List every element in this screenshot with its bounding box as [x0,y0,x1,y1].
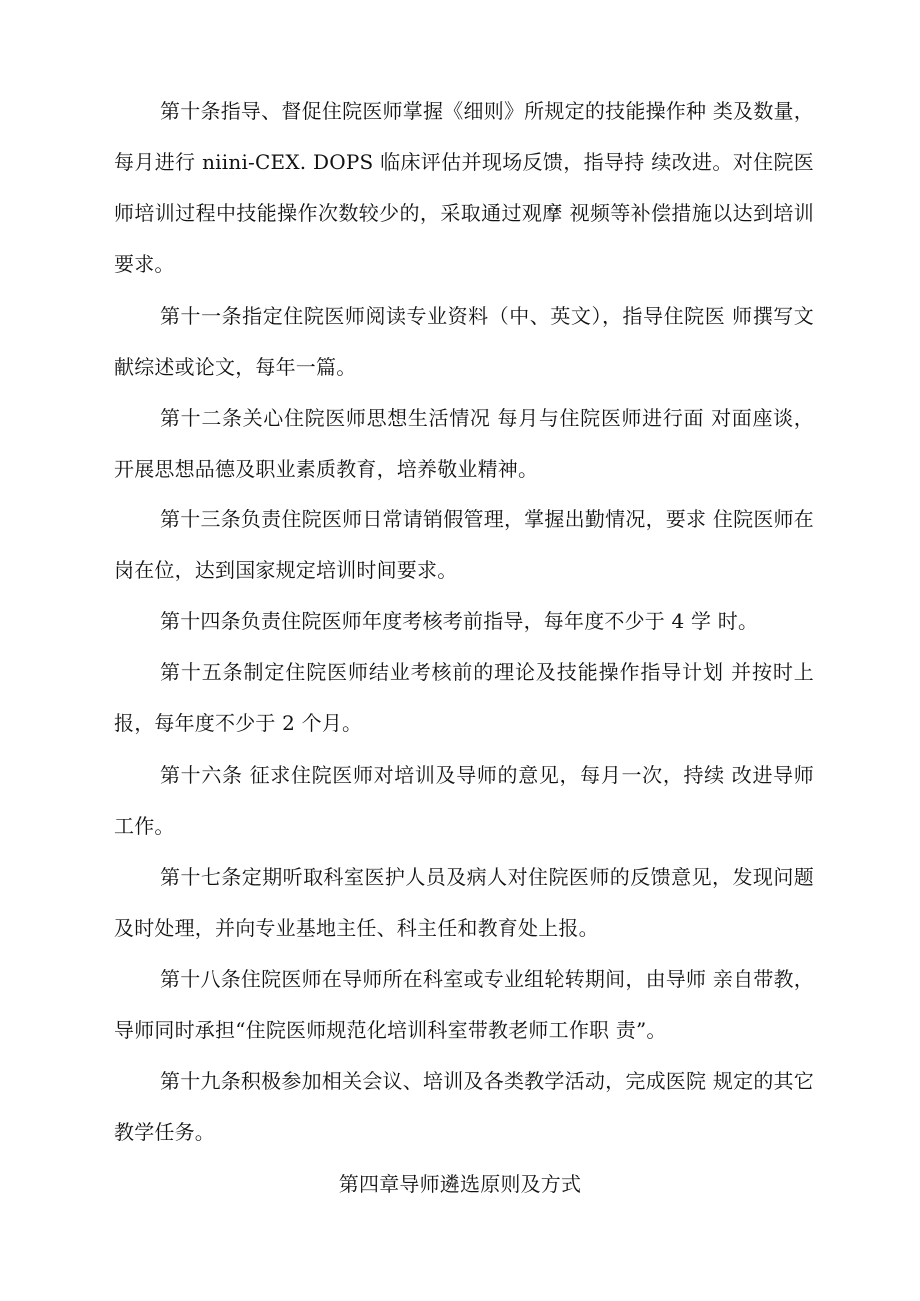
article-19-paragraph: 第十九条积极参加相关会议、培训及各类教学活动，完成医院 规定的其它教学任务。 [114,1069,814,1144]
article-10-paragraph: 第十条指导、督促住院医师掌握《细则》所规定的技能操作种 类及数量，每月进行 niini-CEX. DOPS 临床评估并现场反馈，指导持 续改进。对住院医师培训过程中技能操作次数较少的，采取通过观摩 视频等补偿措施以达到培训要求。 [114,99,814,276]
article-15-paragraph: 第十五条制定住院医师结业考核前的理论及技能操作指导计划 并按时上报，每年度不少于 2 个月。 [114,660,814,735]
article-12-paragraph: 第十二条关心住院医师思想生活情况 每月与住院医师进行面 对面座谈，开展思想品德及职业素质教育，培养敬业精神。 [114,406,814,481]
article-13-paragraph: 第十三条负责住院医师日常请销假管理，掌握出勤情况，要求 住院医师在岗在位，达到国家规定培训时间要求。 [114,507,814,582]
article-14-paragraph: 第十四条负责住院医师年度考核考前指导，每年度不少于 4 学 时。 [160,609,759,633]
article-11-paragraph: 第十一条指定住院医师阅读专业资料（中、英文），指导住院医 师撰写文献综述或论文，每年一篇。 [114,304,814,379]
article-16-paragraph: 第十六条 征求住院医师对培训及导师的意见，每月一次，持续 改进导师工作。 [114,763,814,838]
chapter-heading: 第四章导师遴选原则及方式 [338,1172,582,1196]
article-17-paragraph: 第十七条定期听取科室医护人员及病人对住院医师的反馈意见，发现问题及时处理，并向专业基地主任、科主任和教育处上报。 [114,865,814,940]
article-18-paragraph: 第十八条住院医师在导师所在科室或专业组轮转期间，由导师 亲自带教，导师同时承担“住院医师规范化培训科室带教老师工作职 责”。 [114,967,814,1042]
